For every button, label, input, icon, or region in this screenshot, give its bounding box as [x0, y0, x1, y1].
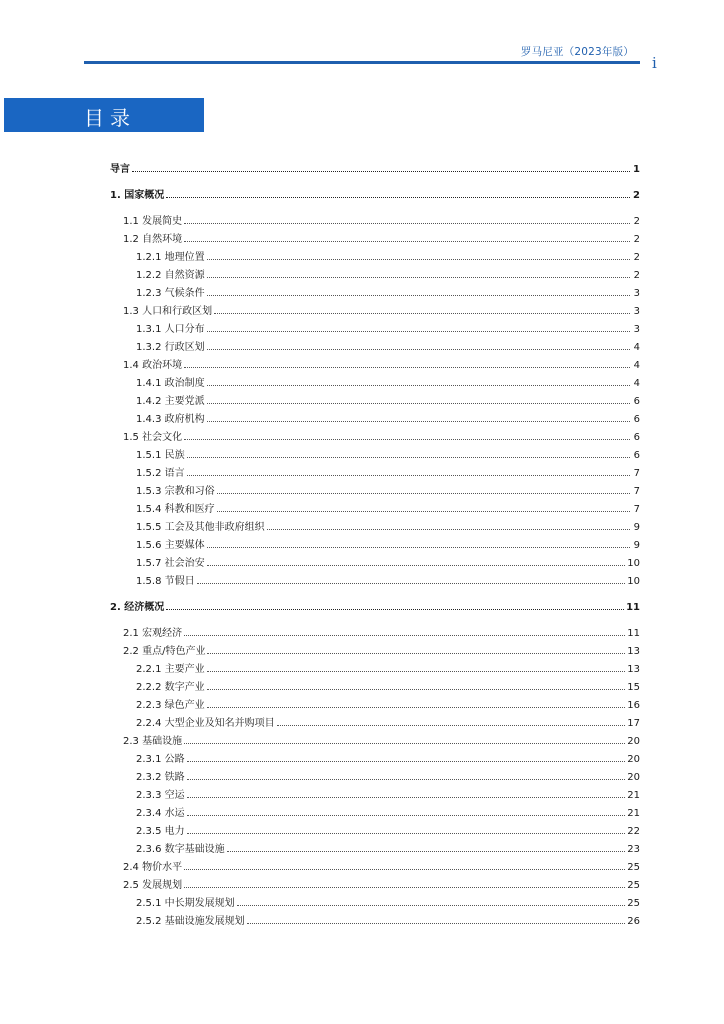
toc-entry[interactable]	[110, 765, 640, 783]
toc-section-gap	[110, 613, 640, 621]
toc-entry-label: 1.5.6 主要媒体	[136, 540, 205, 551]
toc-entry-label: 1.2 自然环境	[123, 234, 183, 245]
toc-leader-dots	[207, 259, 630, 260]
toc-leader-dots	[217, 511, 630, 512]
toc-entry-label: 1.5.1 民族	[136, 450, 185, 461]
toc-entry[interactable]	[110, 335, 640, 353]
toc-entry[interactable]	[110, 801, 640, 819]
toc-leader-dots	[207, 689, 626, 690]
toc-banner	[4, 98, 204, 132]
toc-entry-page: 6	[633, 450, 640, 461]
toc-entry-label: 2.2.2 数字产业	[136, 682, 205, 693]
toc-entry[interactable]	[110, 595, 640, 613]
toc-entry[interactable]	[110, 353, 640, 371]
toc-leader-dots	[214, 313, 630, 314]
toc-entry-label: 2.3.3 空运	[136, 790, 185, 801]
toc-entry-page: 20	[627, 754, 640, 765]
toc-leader-dots	[267, 529, 630, 530]
toc-entry[interactable]	[110, 245, 640, 263]
toc-leader-dots	[184, 887, 625, 888]
toc-entry[interactable]	[110, 299, 640, 317]
toc-entry-label: 1.4.2 主要党派	[136, 396, 205, 407]
toc-leader-dots	[207, 295, 630, 296]
toc-leader-dots	[187, 833, 626, 834]
toc-entry[interactable]	[110, 855, 640, 873]
toc-entry-page: 9	[633, 522, 640, 533]
toc-leader-dots	[187, 815, 626, 816]
toc-leader-dots	[187, 457, 630, 458]
toc-leader-dots	[187, 779, 626, 780]
toc-entry[interactable]	[110, 371, 640, 389]
toc-entry-label: 1.5.3 宗教和习俗	[136, 486, 215, 497]
toc-leader-dots	[184, 635, 625, 636]
toc-entry-label: 2.3.4 水运	[136, 808, 185, 819]
toc-leader-dots	[207, 547, 630, 548]
toc-entry-label: 1.2.2 自然资源	[136, 270, 205, 281]
toc-entry-page: 2	[633, 234, 640, 245]
toc-entry-label: 1.3.2 行政区划	[136, 342, 205, 353]
toc-leader-dots	[187, 475, 630, 476]
toc-entry[interactable]	[110, 675, 640, 693]
toc-entry[interactable]	[110, 389, 640, 407]
toc-leader-dots	[207, 403, 630, 404]
toc-entry[interactable]	[110, 407, 640, 425]
toc-entry-page: 10	[627, 558, 640, 569]
toc-entry[interactable]	[110, 281, 640, 299]
toc-entry-label: 1.2.1 地理位置	[136, 252, 205, 263]
toc-entry[interactable]	[110, 729, 640, 747]
toc-entry-page: 15	[627, 682, 640, 693]
toc-entry-page: 4	[633, 378, 640, 389]
toc-entry-page: 20	[627, 772, 640, 783]
toc-leader-dots	[247, 923, 626, 924]
toc-entry-label: 2.3.2 铁路	[136, 772, 185, 783]
toc-section-gap	[110, 201, 640, 209]
toc-entry[interactable]	[110, 891, 640, 909]
toc-entry-page: 4	[633, 360, 640, 371]
toc-leader-dots	[132, 171, 630, 172]
toc-entry-page: 25	[627, 898, 640, 909]
toc-entry-page: 11	[626, 602, 640, 613]
toc-entry-label: 2.3.6 数字基础设施	[136, 844, 225, 855]
toc-entry-label: 2.2.3 绿色产业	[136, 700, 205, 711]
toc-entry-label: 2.1 宏观经济	[123, 628, 183, 639]
toc-entry[interactable]	[110, 819, 640, 837]
toc-entry-page: 11	[627, 628, 640, 639]
page-number: i	[652, 54, 657, 72]
toc-entry-label: 1.5.2 语言	[136, 468, 185, 479]
toc-entry-label: 2. 经济概况	[110, 602, 165, 613]
toc-leader-dots	[184, 367, 630, 368]
toc-entry-page: 2	[633, 190, 640, 201]
toc-leader-dots	[207, 331, 630, 332]
toc-entry-page: 26	[627, 916, 640, 927]
toc-entry-page: 6	[633, 414, 640, 425]
toc-entry-label: 1.4.1 政治制度	[136, 378, 205, 389]
toc-entry[interactable]	[110, 747, 640, 765]
toc-entry-label: 1.5.5 工会及其他非政府组织	[136, 522, 265, 533]
toc-entry[interactable]	[110, 909, 640, 927]
toc-entry[interactable]	[110, 551, 640, 569]
toc-entry[interactable]	[110, 497, 640, 515]
toc-leader-dots	[184, 241, 630, 242]
toc-entry[interactable]	[110, 515, 640, 533]
toc-leader-dots	[184, 439, 630, 440]
toc-entry-page: 7	[633, 504, 640, 515]
toc-entry-label: 2.2.1 主要产业	[136, 664, 205, 675]
toc-leader-dots	[207, 565, 626, 566]
toc-entry-page: 13	[627, 646, 640, 657]
toc-leader-dots	[207, 349, 630, 350]
toc-entry[interactable]	[110, 783, 640, 801]
toc-entry[interactable]	[110, 183, 640, 201]
toc-entry-label: 2.3.1 公路	[136, 754, 185, 765]
toc-leader-dots	[184, 869, 625, 870]
toc-heading: 目录	[84, 106, 136, 130]
toc-entry-label: 1.5.7 社会治安	[136, 558, 205, 569]
toc-entry-page: 6	[633, 432, 640, 443]
toc-entry[interactable]	[110, 263, 640, 281]
toc-entry-label: 导言	[110, 164, 130, 175]
toc-leader-dots	[184, 223, 630, 224]
toc-entry[interactable]	[110, 317, 640, 335]
toc-leader-dots	[237, 905, 626, 906]
toc-entry-label: 2.4 物价水平	[123, 862, 183, 873]
toc-entry-label: 1.1 发展简史	[123, 216, 183, 227]
toc-entry[interactable]	[110, 837, 640, 855]
toc-entry-page: 3	[633, 306, 640, 317]
toc-entry-page: 3	[633, 288, 640, 299]
toc-entry-page: 3	[633, 324, 640, 335]
toc-entry[interactable]	[110, 693, 640, 711]
toc-entry-page: 25	[627, 862, 640, 873]
toc-leader-dots	[207, 385, 630, 386]
toc-entry-label: 1.5.4 科教和医疗	[136, 504, 215, 515]
toc-entry[interactable]	[110, 443, 640, 461]
toc-leader-dots	[187, 761, 626, 762]
toc-entry-page: 21	[627, 790, 640, 801]
toc-entry-label: 1.3.1 人口分布	[136, 324, 205, 335]
toc-entry-page: 13	[627, 664, 640, 675]
toc-entry[interactable]	[110, 479, 640, 497]
header-rule	[84, 61, 640, 64]
toc-leader-dots	[184, 743, 625, 744]
toc-leader-dots	[207, 671, 626, 672]
toc-leader-dots	[207, 421, 630, 422]
toc-entry-page: 2	[633, 270, 640, 281]
toc-entry-label: 2.3 基础设施	[123, 736, 183, 747]
toc-entry[interactable]	[110, 209, 640, 227]
toc-entry-label: 1.5.8 节假日	[136, 576, 195, 587]
toc-entry-page: 6	[633, 396, 640, 407]
toc-leader-dots	[187, 797, 626, 798]
toc-entry[interactable]	[110, 639, 640, 657]
toc-leader-dots	[217, 493, 630, 494]
toc-section-gap	[110, 175, 640, 183]
toc-entry-page: 23	[627, 844, 640, 855]
toc-entry-label: 2.3.5 电力	[136, 826, 185, 837]
toc-entry-page: 1	[633, 164, 640, 175]
toc-entry-label: 1.4 政治环境	[123, 360, 183, 371]
toc-leader-dots	[207, 653, 625, 654]
toc-entry-page: 4	[633, 342, 640, 353]
toc-entry-label: 1. 国家概况	[110, 190, 165, 201]
toc-entry[interactable]	[110, 873, 640, 891]
toc-entry-label: 2.2.4 大型企业及知名并购项目	[136, 718, 275, 729]
toc-entry-page: 9	[633, 540, 640, 551]
toc-entry-page: 17	[627, 718, 640, 729]
toc-entry-label: 1.2.3 气候条件	[136, 288, 205, 299]
toc-entry-page: 7	[633, 468, 640, 479]
toc-entry-label: 2.5.1 中长期发展规划	[136, 898, 235, 909]
toc-entry-page: 21	[627, 808, 640, 819]
toc-entry-page: 20	[627, 736, 640, 747]
toc-section-gap	[110, 587, 640, 595]
toc-entry[interactable]	[110, 533, 640, 551]
toc-entry-page: 10	[627, 576, 640, 587]
toc-entry[interactable]	[110, 569, 640, 587]
toc-entry[interactable]	[110, 711, 640, 729]
toc-entry-page: 2	[633, 252, 640, 263]
toc-entry[interactable]	[110, 227, 640, 245]
toc-entry-label: 1.5 社会文化	[123, 432, 183, 443]
toc-leader-dots	[207, 707, 626, 708]
toc-entry[interactable]	[110, 461, 640, 479]
toc-entry-label: 2.5 发展规划	[123, 880, 183, 891]
toc-entry-page: 22	[627, 826, 640, 837]
toc-entry[interactable]	[110, 425, 640, 443]
toc-entry-page: 25	[627, 880, 640, 891]
toc-entry-label: 1.3 人口和行政区划	[123, 306, 213, 317]
toc-leader-dots	[207, 277, 630, 278]
toc-entry-label: 2.2 重点/特色产业	[123, 646, 206, 657]
toc-leader-dots	[166, 609, 624, 610]
table-of-contents	[110, 157, 640, 927]
toc-entry-page: 7	[633, 486, 640, 497]
toc-leader-dots	[197, 583, 626, 584]
toc-leader-dots	[227, 851, 626, 852]
toc-entry[interactable]	[110, 621, 640, 639]
toc-leader-dots	[277, 725, 626, 726]
toc-entry-page: 16	[627, 700, 640, 711]
toc-entry-page: 2	[633, 216, 640, 227]
toc-entry[interactable]	[110, 157, 640, 175]
running-header-title: 罗马尼亚（2023年版）	[520, 46, 634, 58]
toc-entry-label: 2.5.2 基础设施发展规划	[136, 916, 245, 927]
toc-leader-dots	[166, 197, 630, 198]
toc-entry[interactable]	[110, 657, 640, 675]
toc-entry-label: 1.4.3 政府机构	[136, 414, 205, 425]
